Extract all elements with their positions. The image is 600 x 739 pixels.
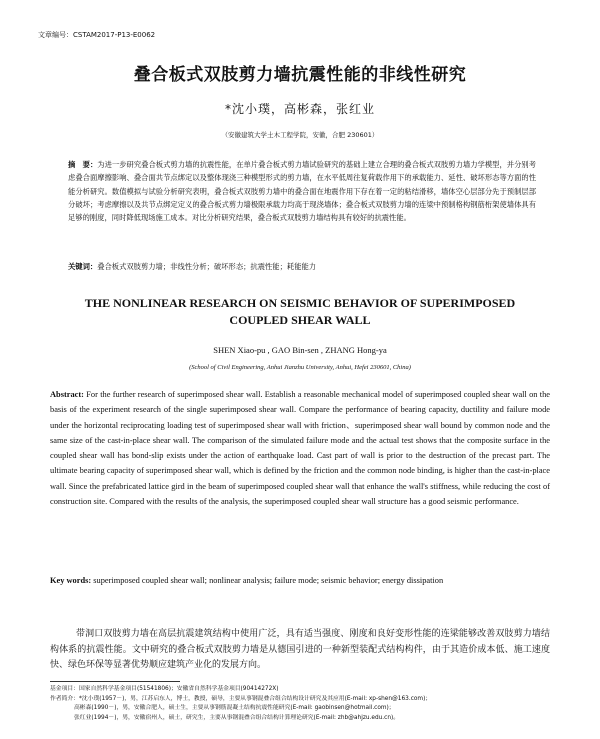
chinese-title: 叠合板式双肢剪力墙抗震性能的非线性研究 bbox=[133, 65, 467, 85]
chinese-authors: *沈小璞，高彬森，张红业 bbox=[224, 102, 375, 116]
english-affiliation: (School of Civil Engineering, Anhui Jianzhu University, Anhui, Hefei 230601, China) bbox=[189, 364, 411, 371]
english-abstract-text: For the further research of superimposed shear wall. Establish a reasonable mechanical model of superimposed coupled shear wall on the basis of the experiment research of the single superimposed shear wall. Compare the performance of bearing capacity, ductility and failure mode under the horizontal reciprocating loading test of superimposed shear wall with friction、superimposed shear wall bound by common node and the same size of the cast-in-place shear wall. The comparison of the simulated failure mode and the actual test shows that the composite surface in the coupled shear wall has bond-slip exists under the action of earthquake load. Cast part of wall is prior to the destruction of the precast part. The ultimate bearing capacity of superimposed shear wall, which is defined by the friction and the common node binding, is higher than the cast-in-place wall. Since the prefabricated lattice gird in the beam of superimposed coupled shear wall that enhance the wall's stiffness, while reducing the cost of construction site. Compared with the results of the analysis, the superimposed coupled shear wall structure has a good seismic performance. bbox=[50, 390, 550, 507]
chinese-abstract bbox=[68, 158, 536, 224]
english-title bbox=[0, 295, 600, 329]
footnote-author-3: 张红业(1994－)，男，安徽宿州人，硕士，研究生，主要从事钢混叠合组合结构计算理论研究(E-mail: zhb@ahjzu.edu.cn)。 bbox=[74, 714, 400, 721]
english-title-line-2: COUPLED SHEAR WALL bbox=[229, 313, 371, 327]
english-title-line-1: THE NONLINEAR RESEARCH ON SEISMIC BEHAVIOR OF SUPERIMPOSED bbox=[84, 296, 516, 310]
english-abstract-label: Abstract: bbox=[50, 390, 84, 399]
footnote-funding: 基金项目：国家自然科学基金项目(51541806)；安徽省自然科学基金项目(90414272X) bbox=[50, 686, 279, 692]
footnotes bbox=[50, 685, 560, 723]
chinese-abstract-label: 摘 要： bbox=[68, 160, 98, 169]
english-keywords-label: Key words: bbox=[50, 576, 92, 585]
english-abstract bbox=[50, 387, 550, 509]
english-keywords-text: superimposed coupled shear wall; nonlinear analysis; failure mode; seismic behavior; energy dissipation bbox=[93, 576, 444, 585]
english-authors: SHEN Xiao-pu , GAO Bin-sen , ZHANG Hong-ya bbox=[213, 345, 387, 355]
chinese-keywords bbox=[68, 262, 538, 272]
footnote-divider bbox=[50, 681, 180, 682]
chinese-keywords-label: 关键词： bbox=[68, 262, 98, 271]
chinese-keywords-text: 叠合板式双肢剪力墙；非线性分析；破坏形态；抗震性能；耗能能力 bbox=[97, 262, 317, 271]
chinese-affiliation: （安徽建筑大学土木工程学院，安徽，合肥 230601） bbox=[221, 131, 379, 139]
chinese-abstract-text: 为进一步研究叠合板式剪力墙的抗震性能，在单片叠合板式剪力墙试验研究的基础上建立合理的叠合板式双肢剪力墙力学模型，并分别考虑叠合面摩擦影响、叠合面共节点绑定以及整体现浇三种模型形式的剪力墙，在水平低周往复荷载作用下的承载能力、延性、破坏形态等方面的性能分析研究。数值模拟与试验分析研究表明，叠合板式双肢剪力墙中的叠合面在地震作用下存在着一定的粘结滑移，墙体空心层部分先于预制层部分破坏；考虑摩擦以及共节点绑定定义的叠合板式剪力墙极限承载力均高于现浇墙体；叠合板式双肢剪力墙的连梁中预制格构钢筋桁架使墙体具有足够的刚度，同时降低现场施工成本。对比分析研究结果，叠合板式双肢剪力墙结构具有较好的抗震性能。 bbox=[68, 160, 537, 223]
article-id: 文章编号：CSTAM2017-P13-E0062 bbox=[38, 31, 156, 39]
body-paragraph: 带洞口双肢剪力墙在高层抗震建筑结构中使用广泛，具有适当强度、刚度和良好变形性能的连梁能够改善双肢剪力墙结构体系的抗震性能。文中研究的叠合板式双肢剪力墙是从德国引进的一种新型装配式结构构件，由于其造价成本低、施工速度快、绿色环保等显著优势顺应建筑产业化的发展方向。 bbox=[50, 629, 550, 670]
footnote-author-1: 作者简介：*沈小璞(1957－)，男，江苏启东人，博士，教授，硕导，主要从事钢混叠合组合结构设计研究及其应用(E-mail: xp-shen@163.com)； bbox=[50, 695, 432, 702]
footnote-author-2: 高彬森(1990－)，男，安徽合肥人，硕士生，主要从事钢筋混凝土结构抗震性能研究(E-mail: gaobinsen@hotmail.com)； bbox=[74, 705, 395, 711]
english-keywords bbox=[50, 574, 550, 588]
